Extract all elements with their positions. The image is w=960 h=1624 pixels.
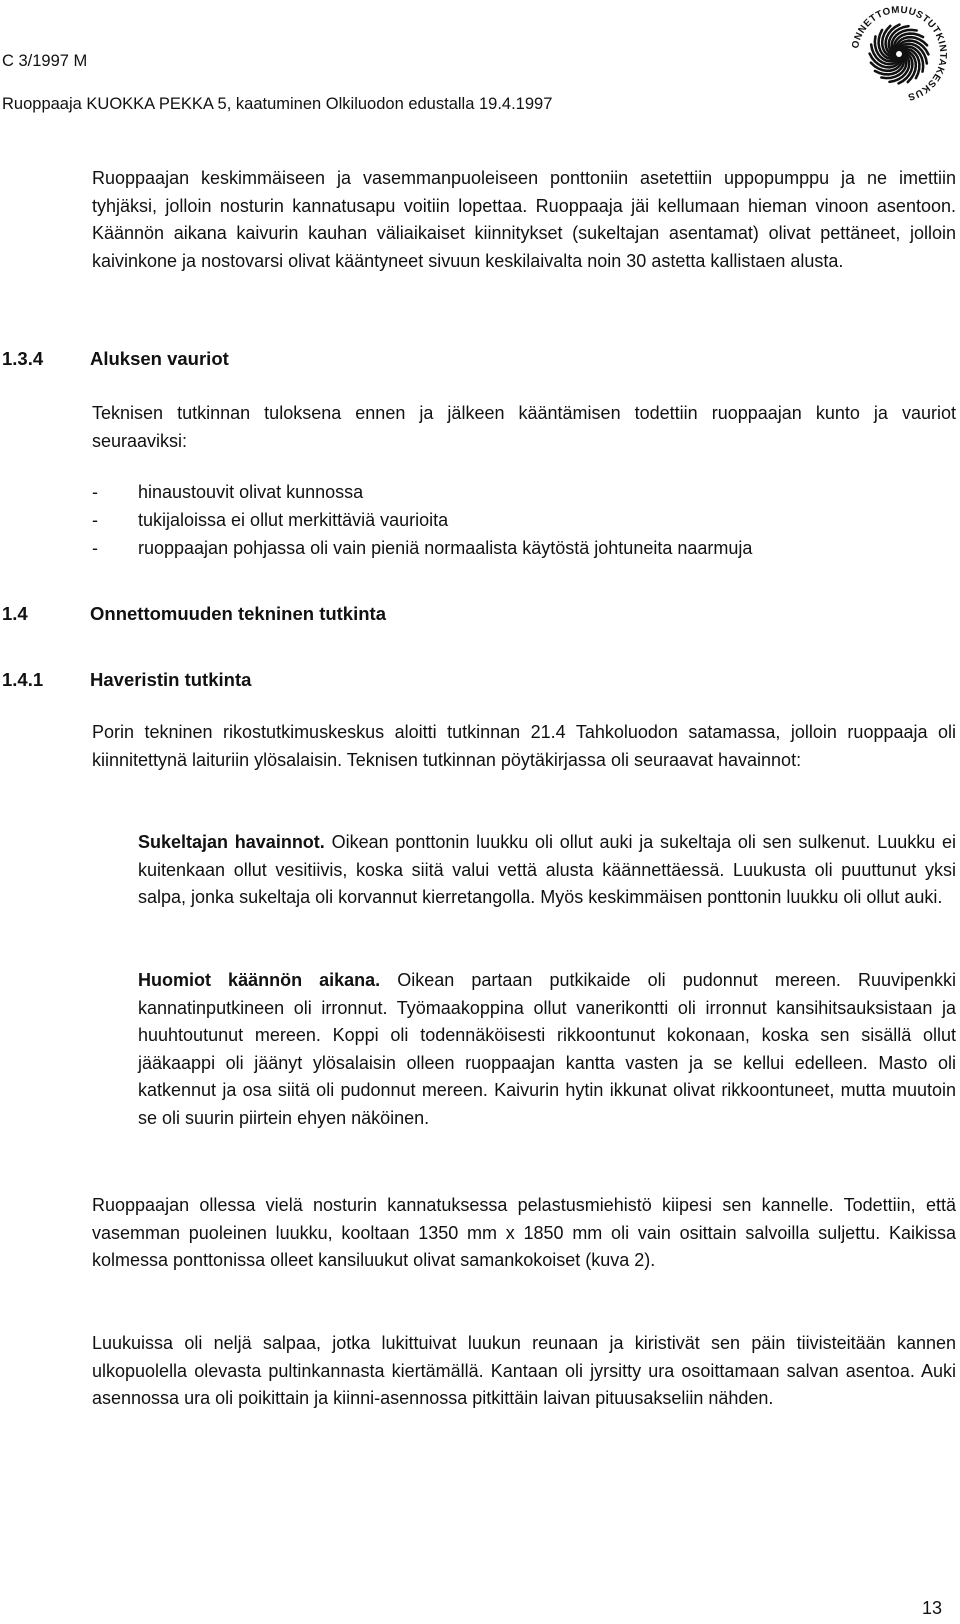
- diver-observations-text: Oikean ponttonin luukku oli ollut auki ja sukeltaja oli sen sulkenut. Luukku ei kuitenkaan ollut vesitiivis, koska siitä valui vettä alusta käännettäessä. Luukusta oli puuttunut yksi salpa, jonka sukeltaja oli korvannut kierretangolla. Myös keskimmäisen ponttonin luukku oli ollut auki.: [138, 832, 957, 907]
- list-item-text: tukijaloissa ei ollut merkittäviä vaurioita: [138, 510, 449, 530]
- section-title: Aluksen vauriot: [90, 348, 229, 369]
- section-1-4-1-text: Porin tekninen rikostutkimuskeskus aloitti tutkinnan 21.4 Tahkoluodon satamassa, jolloin ruoppaaja oli kiinnitettynä laituriin ylösalaisin. Teknisen tutkinnan pöytäkirjassa oli seuraavat havainnot:: [92, 722, 956, 770]
- section-heading-1-3-4: [2, 348, 229, 370]
- intro-paragraph: Ruoppaajan keskimmäiseen ja vasemmanpuoleiseen ponttoniin asetettiin uppopumppu ja ne imettiin tyhjäksi, jolloin nosturin kannatusapu voitiin lopettaa. Ruoppaaja jäi kellumaan hieman vinoon asentoon. Käännön aikana kaivurin kauhan väliaikaiset kiinnitykset (sukeltajan asentamat) olivat pettäneet, jolloin kaivinkone ja nostovarsi olivat kääntyneet sivuun keskilaivalta noin 30 astetta kallistaen alusta.: [92, 168, 956, 271]
- section-number: 1.4.1: [2, 669, 44, 690]
- section-heading-1-4-1: [2, 669, 251, 691]
- list-item: - ruoppaajan pohjassa oli vain pieniä normaalista käytöstä johtuneita naarmuja: [92, 538, 753, 558]
- list-item-text: hinaustouvit olivat kunnossa: [138, 482, 364, 502]
- page-number: 13: [922, 1598, 943, 1618]
- list-item-text: ruoppaajan pohjassa oli vain pieniä normaalista käytöstä johtuneita naarmuja: [138, 538, 753, 558]
- diver-observations: [138, 829, 956, 912]
- accident-investigation-board-logo: [848, 2, 950, 106]
- list-item: - hinaustouvit olivat kunnossa: [92, 482, 364, 502]
- section-heading-1-4: [2, 603, 386, 625]
- svg-text:ONNETTOMUUSTUTKINTAKESKUS: ONNETTOMUUSTUTKINTAKESKUS: [850, 4, 949, 103]
- observations-during-turn-lead: Huomiot käännön aikana.: [138, 970, 381, 990]
- section-title: Onnettomuuden tekninen tutkinta: [90, 603, 386, 624]
- observations-during-turn: [138, 967, 956, 1132]
- observations-during-turn-text: Oikean partaan putkikaide oli pudonnut mereen. Ruuvipenkki kannatinputkineen oli irronnut. Työmaakoppina ollut vanerikontti oli irronnut kansihitsauksistaan ja huuhtoutunut mereen. Koppi oli todennäköisesti rikkoontunut kokonaan, koska sen sisällä ollut jääkaappi oli jäänyt ylösalaisin olleen ruoppaajan kantta vasten ja se kellui edelleen. Masto oli katkennut ja osa siitä oli pudonnut mereen. Kaivurin hytin ikkunat olivat rikkoontuneet, mutta muutoin se oli suurin piirtein ehyen näköinen.: [138, 970, 956, 1128]
- diver-observations-lead: Sukeltajan havainnot.: [138, 832, 325, 852]
- section-number: 1.3.4: [2, 348, 44, 369]
- rescue-paragraph: Ruoppaajan ollessa vielä nosturin kannatuksessa pelastusmiehistö kiipesi sen kannelle. Todettiin, että vasemman puoleinen luukku, kooltaan 1350 mm x 1850 mm oli vain osittain salvoilla suljettu. Kaikissa kolmessa ponttonissa olleet kansiluukut olivat samankokoiset (kuva 2).: [92, 1195, 956, 1270]
- hatch-latch-paragraph: Luukuissa oli neljä salpaa, jotka lukittuivat luukun reunaan ja kiristivät sen päin tiivisteitään kannen ulkopuolella olevasta pultinkannasta kiertämällä. Kantaan oli jyrsitty ura osoittamaan salvan asentoa. Auki asennossa ura oli poikittain ja kiinni-asennossa pitkittäin laivan pituusakseliin nähden.: [92, 1333, 956, 1408]
- section-title: Haveristin tutkinta: [90, 669, 252, 690]
- document-code: C 3/1997 M: [2, 52, 88, 70]
- section-1-3-4-text: Teknisen tutkinnan tuloksena ennen ja jälkeen kääntämisen todettiin ruoppaajan kunto ja vauriot seuraaviksi:: [92, 403, 956, 451]
- document-subtitle: Ruoppaaja KUOKKA PEKKA 5, kaatuminen Olkiluodon edustalla 19.4.1997: [2, 95, 553, 113]
- section-number: 1.4: [2, 603, 28, 624]
- list-item: - tukijaloissa ei ollut merkittäviä vaurioita: [92, 510, 449, 530]
